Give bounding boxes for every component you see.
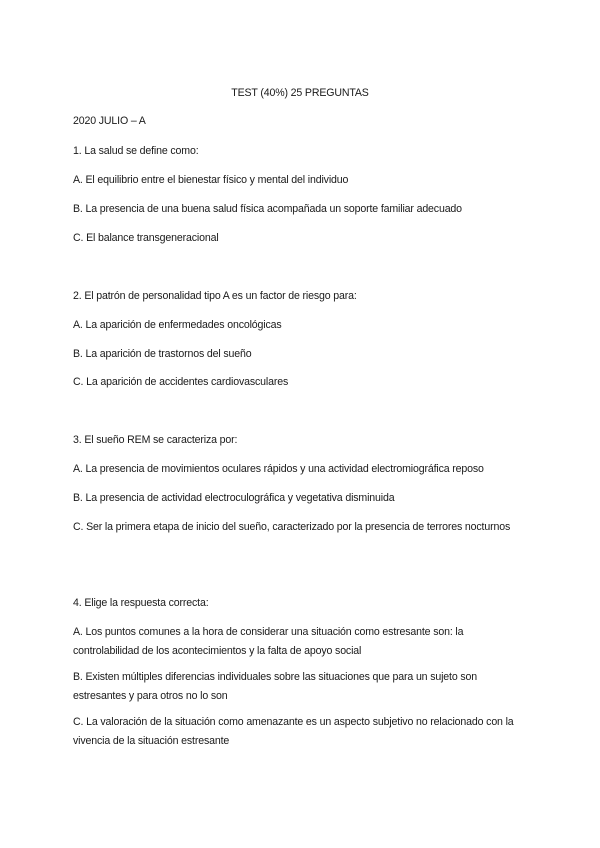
question-4-option-b: B. Existen múltiples diferencias individuales sobre las situaciones que para un sujeto son estresantes y para otros no lo son [73, 671, 478, 702]
question-3-option-a: A. La presencia de movimientos oculares rápidos y una actividad electromiográfica reposo [73, 463, 484, 475]
question-2-text: 2. El patrón de personalidad tipo A es un factor de riesgo para: [73, 290, 357, 302]
question-1-option-c: C. El balance transgeneracional [73, 232, 219, 244]
question-1-option-b: B. La presencia de una buena salud física acompañada un soporte familiar adecuado [73, 203, 462, 215]
question-2-option-c: C. La aparición de accidentes cardiovasculares [73, 376, 289, 388]
question-3-text: 3. El sueño REM se caracteriza por: [73, 434, 238, 446]
question-4-option-a: A. Los puntos comunes a la hora de considerar una situación como estresante son: la controlabilidad de los acontecimientos y la falta de apoyo social [73, 626, 464, 657]
question-4-text: 4. Elige la respuesta correcta: [73, 597, 209, 609]
question-1-text: 1. La salud se define como: [73, 145, 199, 157]
page-title: TEST (40%) 25 PREGUNTAS [231, 87, 369, 99]
question-2-option-b: B. La aparición de trastornos del sueño [73, 348, 252, 360]
question-3-option-c: C. Ser la primera etapa de inicio del sueño, caracterizado por la presencia de terrores nocturnos [73, 521, 511, 533]
exam-label: 2020 JULIO – A [73, 115, 146, 127]
question-1-option-a: A. El equilibrio entre el bienestar físico y mental del individuo [73, 174, 349, 186]
question-2-option-a: A. La aparición de enfermedades oncológicas [73, 319, 282, 331]
question-4-option-c: C. La valoración de la situación como amenazante es un aspecto subjetivo no relacionado con la vivencia de la situación estresante [73, 716, 514, 747]
question-3-option-b: B. La presencia de actividad electroculográfica y vegetativa disminuida [73, 492, 395, 504]
